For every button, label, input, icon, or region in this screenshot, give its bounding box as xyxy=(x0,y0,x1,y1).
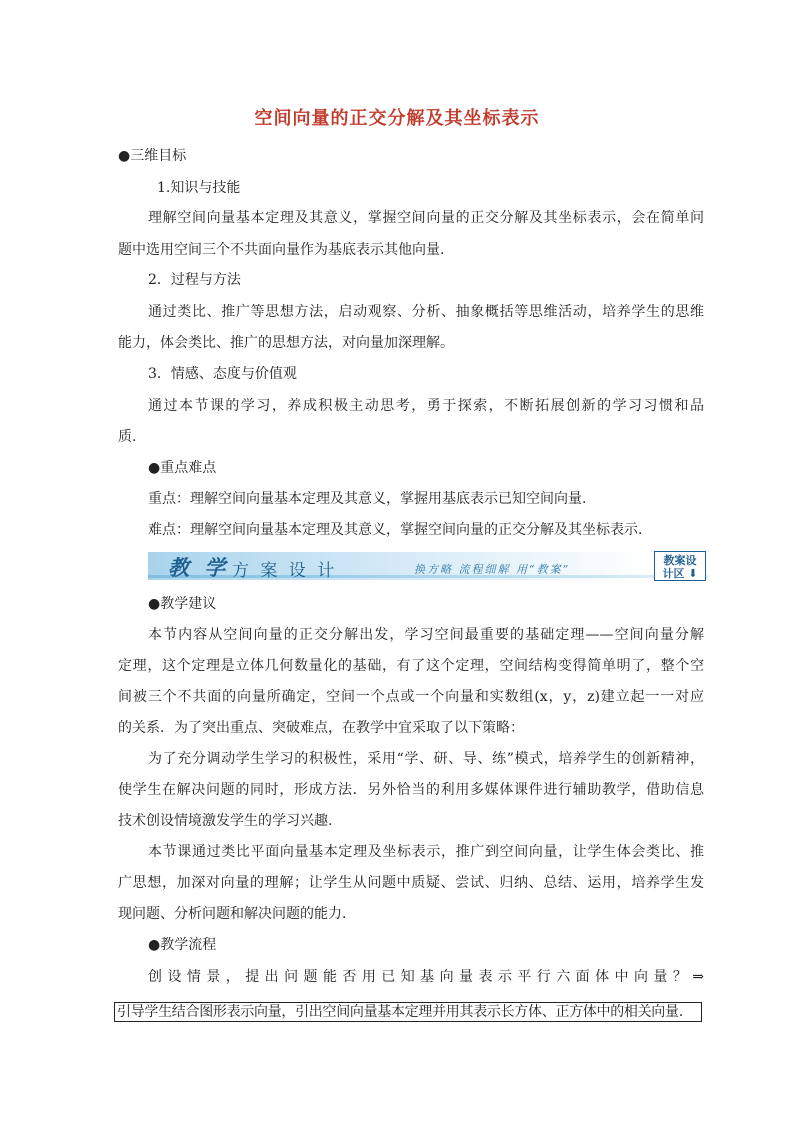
banner-title-part1: 教 学 xyxy=(168,555,230,580)
advice-paragraph-line: 现问题、分析问题和解决问题的能力. xyxy=(118,906,347,922)
advice-paragraph-line: 为了充分调动学生学习的积极性，采用“学、研、导、练”模式，培养学生的创新精神， xyxy=(148,751,704,767)
flow-boxed-line: 引导学生结合图形表示向量，引出空间向量基本定理并用其表示长方体、正方体中的相关向量. xyxy=(114,1002,702,1022)
advice-paragraph-line: 定理，这个定理是立体几何数量化的基础，有了这个定理，空间结构变得简单明了，整个空 xyxy=(118,658,704,674)
process-heading: 2．过程与方法 xyxy=(148,272,241,288)
knowledge-paragraph-line: 理解空间向量基本定理及其意义，掌握空间向量的正交分解及其坐标表示，会在简单问 xyxy=(148,210,704,226)
knowledge-paragraph-line: 题中选用空间三个不共面向量作为基底表示其他向量. xyxy=(118,242,445,258)
flow-heading: ●教学流程 xyxy=(148,937,217,953)
advice-paragraph-line: 使学生在解决问题的同时，形成方法．另外恰当的利用多媒体课件进行辅助教学，借助信息 xyxy=(118,782,704,798)
banner-slogan: 换方略 流程细解 用“教案” xyxy=(414,563,571,576)
advice-paragraph-line: 广思想，加深对向量的理解；让学生从问题中质疑、尝试、归纳、总结、运用，培养学生发 xyxy=(118,875,704,891)
banner-title-part2: 方 案 设 计 xyxy=(232,561,338,581)
bullet-icon: ● xyxy=(118,148,131,164)
knowledge-heading: 1.知识与技能 xyxy=(157,180,241,196)
advice-heading: ●教学建议 xyxy=(148,596,217,612)
emotion-paragraph-line: 通过本节课的学习，养成积极主动思考，勇于探索，不断拓展创新的学习习惯和品 xyxy=(148,398,704,414)
emotion-heading: 3．情感、态度与价值观 xyxy=(148,366,297,382)
difficult-point: 难点：理解空间向量基本定理及其意义，掌握空间向量的正交分解及其坐标表示. xyxy=(148,522,643,538)
bullet-icon: ● xyxy=(148,937,161,953)
key-difficult-heading: ●重点难点 xyxy=(148,460,217,476)
goals-heading: ●三维目标 xyxy=(118,148,187,164)
banner-design-box: 教案设 计区 ⬇ xyxy=(654,551,706,581)
advice-paragraph-line: 间被三个不共面的向量所确定，空间一个点或一个向量和实数组(x，y，z)建立起一一对应 xyxy=(118,689,704,705)
advice-paragraph-line: 技术创设情境激发学生的学习兴趣. xyxy=(118,813,333,829)
emotion-paragraph-line: 质. xyxy=(118,429,137,445)
bullet-icon: ● xyxy=(148,596,161,612)
key-point: 重点：理解空间向量基本定理及其意义，掌握用基底表示已知空间向量. xyxy=(148,491,587,507)
process-paragraph-line: 通过类比、推广等思想方法，启动观察、分析、抽象概括等思维活动，培养学生的思维 xyxy=(148,304,704,320)
process-paragraph-line: 能力，体会类比、推广的思想方法，对向量加深理解。 xyxy=(118,335,454,351)
advice-paragraph-line: 本节课通过类比平面向量基本定理及坐标表示，推广到空间向量，让学生体会类比、推 xyxy=(148,844,704,860)
flow-line: 创设情景，提出问题能否用已知基向量表示平行六面体中向量？⇒ xyxy=(148,969,704,985)
advice-paragraph-line: 本节内容从空间向量的正交分解出发，学习空间最重要的基础定理——空间向量分解 xyxy=(148,627,704,643)
advice-paragraph-line: 的关系．为了突出重点、突破难点，在教学中宜采取了以下策略： xyxy=(118,720,524,736)
page-title: 空间向量的正交分解及其坐标表示 xyxy=(254,108,540,129)
bullet-icon: ● xyxy=(148,460,161,476)
